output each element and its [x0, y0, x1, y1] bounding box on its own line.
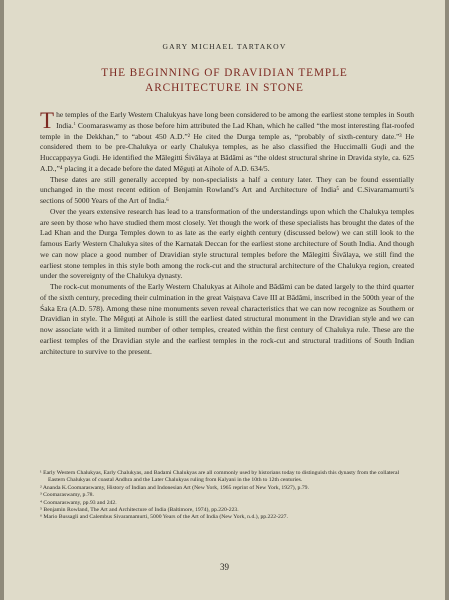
footnotes — [40, 470, 414, 522]
footnote: ⁶ Mario Bussagli and Calembus Sivaramamurti, 5000 Years of the Art of India (New York, n.d.), pp.222-227. — [40, 514, 288, 521]
book-page — [4, 0, 445, 600]
paragraph-3: Over the years extensive research has lead to a transformation of the understandings upon which the Chalukya temples are seen by those who have studied them most closely. Yet though the work of these specialists has brought the dates of the Lad Khan and the Durga Temples down to as late as the early eighth century (discussed below) we can still look to the famous Early Western Chalukya sites of the Karnatak Deccan for the earliest stone architecture of South India. And though we can now place a good number of Dravidian style structural temples before the Mālegitti Śivālaya, we still find the earliest stone temples in this style both among the rock-cut and the structural architecture of the Chalukya region, created under the sovereignty of the Chalukya dynasty. — [40, 206, 414, 281]
footnote: ⁴ Coomaraswamy, pp.93 and 242. — [40, 499, 117, 506]
drop-cap: T — [40, 108, 55, 133]
footnote: ² Ananda K.Coomaraswamy, History of Indian and Indonesian Art (New York, 1965 reprint of New York, 1927), p.79. — [40, 484, 309, 491]
footnote: ¹ Early Western Chalukyas, Early Chalukyas, and Badami Chalukyas are all commonly used by historians today to distinguish this dynasty from the collateral Eastern Chalukyas of coastal Andhra and the Later Chalukyas ruling from Kalyani in the 10th to 12th centuries. — [40, 470, 400, 484]
paragraph-1-text-cont: Coomaraswamy as those before him attributed the Lad Khan, which he called “the most interesting flat-roofed temple in the Dekkhan,” to “about 450 A.D.”² He cited the Durga temple as, “probably of sixth-century date.”³ He considered them to be pre-Chalukya or early Chalukya temples, as he also classified the Huccimalli Guḍi and the Huccappayya Guḍi. He identified the Mālegitti Śivālaya at Bādāmi as “the oldest structural shrine in Dravida style, ca. 625 A.D.,”⁴ placing it a decade before the dated Mēguṭi at Aihole of A.D. 634/5. — [40, 120, 414, 173]
author-name: GARY MICHAEL TARTAKOV — [162, 42, 287, 51]
title-line-2: ARCHITECTURE IN STONE — [145, 82, 304, 94]
title-line-1: THE BEGINNING OF DRAVIDIAN TEMPLE — [101, 67, 348, 79]
paragraph-1-text: he temples of the Early Western Chalukyas have long been considered to be among the earliest stone temples in South India. — [56, 110, 414, 130]
paragraph-4: The rock-cut monuments of the Early Western Chalukyas at Aihole and Bādāmi can be dated largely to the third quarter of the sixth century, preceding their culmination in the great Vaiṣṇava Cave III at Bādāmi, inscribed in the 500th year of the Śaka Era (A.D. 578). Among these nine monuments seven reveal characteristics that we can now recognize as Southern or Dravidian in style. The Mēguṭi at Aihole is still the earliest dated structural monument in the Dravidian style and we can now associate with it a limited number of other temples, created within the first century of Chalukya rule. These are the earliest temples of the Dravidian style and the earliest temples in the rock-cut and structural traditions of South Indian architecture to survive to the present. — [40, 282, 414, 356]
article-title — [4, 66, 445, 96]
footnote: ⁵ Benjamin Rowland, The Art and Architecture of India (Baltimore, 1974), pp.220-223. — [40, 507, 239, 514]
footnote: ³ Coomaraswamy, p.78. — [40, 492, 94, 499]
footnote-ref-1: 1 — [73, 120, 76, 126]
page-number: 39 — [220, 562, 229, 572]
paragraph-1 — [40, 110, 414, 175]
paragraph-2: These dates are still generally accepted by non-specialists a half a century later. They can be found essentially unchanged in the most recent edition of Benjamin Rowland’s Art and Architecture of India⁵ and C.Sivaramamurti’s sections of 5000 Years of the Art of India.⁶ — [40, 174, 414, 205]
article-body — [40, 110, 414, 357]
